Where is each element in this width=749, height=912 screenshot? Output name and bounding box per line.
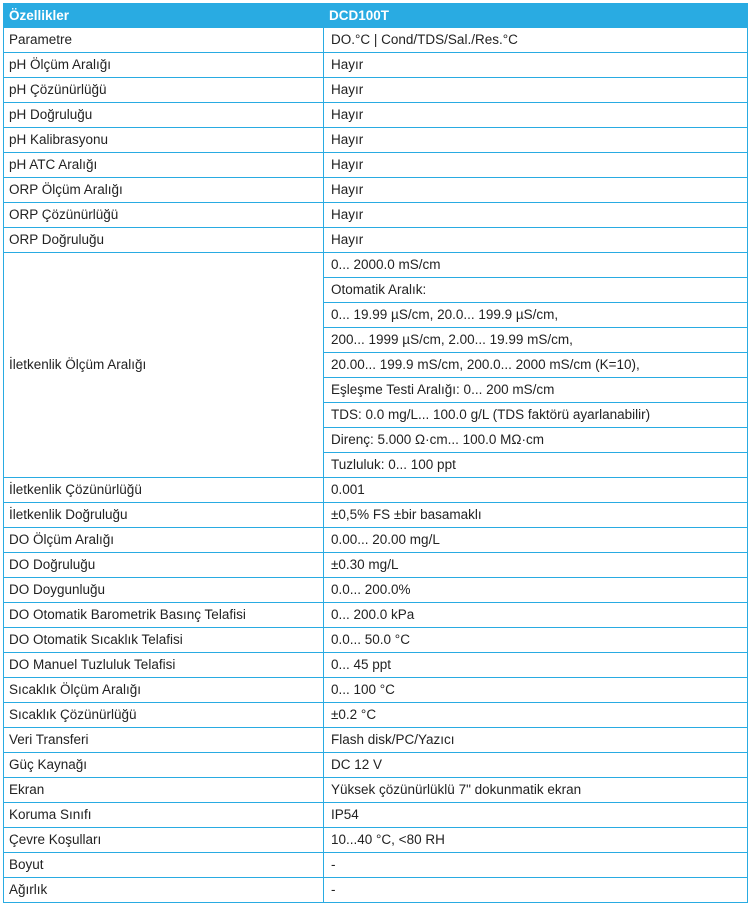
row-label: Veri Transferi [4,728,324,753]
row-label: İletkenlik Çözünürlüğü [4,478,324,503]
row-label: Çevre Koşulları [4,828,324,853]
row-label: Sıcaklık Ölçüm Aralığı [4,678,324,703]
table-row [4,503,748,528]
table-row [4,853,748,878]
row-label: Ağırlık [4,878,324,903]
table-row [4,678,748,703]
table-row [4,528,748,553]
row-value: 0... 100 °C [324,678,748,703]
row-label: DO Otomatik Barometrik Basınç Telafisi [4,603,324,628]
row-value: 0... 19.99 µS/cm, 20.0... 199.9 µS/cm, [324,303,748,328]
row-label: Parametre [4,28,324,53]
spec-table [3,3,748,903]
row-label: pH ATC Aralığı [4,153,324,178]
row-label: İletkenlik Doğruluğu [4,503,324,528]
row-label: DO Doğruluğu [4,553,324,578]
row-value: 200... 1999 µS/cm, 2.00... 19.99 mS/cm, [324,328,748,353]
row-value: Yüksek çözünürlüklü 7" dokunmatik ekran [324,778,748,803]
row-label: ORP Doğruluğu [4,228,324,253]
row-value: Hayır [324,153,748,178]
table-row [4,778,748,803]
row-value: 0... 2000.0 mS/cm [324,253,748,278]
row-value: 0.00... 20.00 mg/L [324,528,748,553]
table-row [4,28,748,53]
row-label: Ekran [4,778,324,803]
table-row [4,828,748,853]
row-value: 0.001 [324,478,748,503]
header-model: DCD100T [324,4,748,28]
table-row [4,478,748,503]
row-value: ±0.2 °C [324,703,748,728]
row-label: DO Manuel Tuzluluk Telafisi [4,653,324,678]
row-value: Hayır [324,128,748,153]
table-row [4,128,748,153]
table-row [4,878,748,903]
table-row [4,178,748,203]
table-row [4,553,748,578]
row-label: pH Doğruluğu [4,103,324,128]
row-value: Otomatik Aralık: [324,278,748,303]
table-row [4,153,748,178]
row-label: İletkenlik Ölçüm Aralığı [4,253,324,478]
row-label: Güç Kaynağı [4,753,324,778]
row-value: Hayır [324,103,748,128]
table-row [4,203,748,228]
row-value: Hayır [324,203,748,228]
row-label: Boyut [4,853,324,878]
row-value: Flash disk/PC/Yazıcı [324,728,748,753]
row-value: DO.°C | Cond/TDS/Sal./Res.°C [324,28,748,53]
row-value: DC 12 V [324,753,748,778]
table-row [4,578,748,603]
row-label: DO Ölçüm Aralığı [4,528,324,553]
table-row [4,628,748,653]
row-label: DO Otomatik Sıcaklık Telafisi [4,628,324,653]
row-label: ORP Ölçüm Aralığı [4,178,324,203]
row-value: TDS: 0.0 mg/L... 100.0 g/L (TDS faktörü ayarlanabilir) [324,403,748,428]
table-row [4,728,748,753]
row-value: Direnç: 5.000 Ω·cm... 100.0 MΩ·cm [324,428,748,453]
table-row [4,253,748,278]
row-label: pH Kalibrasyonu [4,128,324,153]
row-value: 0... 45 ppt [324,653,748,678]
row-value: Hayır [324,178,748,203]
row-value: Hayır [324,78,748,103]
table-row [4,803,748,828]
row-label: DO Doygunluğu [4,578,324,603]
row-value: ±0.30 mg/L [324,553,748,578]
table-row [4,78,748,103]
table-row [4,753,748,778]
row-value: Hayır [324,228,748,253]
spec-body [4,28,748,903]
row-value: 0.0... 200.0% [324,578,748,603]
row-label: pH Ölçüm Aralığı [4,53,324,78]
header-row [4,4,748,28]
table-row [4,53,748,78]
row-value: - [324,853,748,878]
row-value: 0.0... 50.0 °C [324,628,748,653]
row-value: ±0,5% FS ±bir basamaklı [324,503,748,528]
header-features: Özellikler [4,4,324,28]
row-value: IP54 [324,803,748,828]
table-row [4,603,748,628]
table-row [4,103,748,128]
row-value: - [324,878,748,903]
table-row [4,228,748,253]
row-label: Koruma Sınıfı [4,803,324,828]
row-label: ORP Çözünürlüğü [4,203,324,228]
row-value: Tuzluluk: 0... 100 ppt [324,453,748,478]
row-value: Eşleşme Testi Aralığı: 0... 200 mS/cm [324,378,748,403]
table-row [4,703,748,728]
row-value: 10...40 °C, <80 RH [324,828,748,853]
row-value: 20.00... 199.9 mS/cm, 200.0... 2000 mS/cm (K=10), [324,353,748,378]
row-value: 0... 200.0 kPa [324,603,748,628]
table-row [4,653,748,678]
row-value: Hayır [324,53,748,78]
row-label: pH Çözünürlüğü [4,78,324,103]
row-label: Sıcaklık Çözünürlüğü [4,703,324,728]
